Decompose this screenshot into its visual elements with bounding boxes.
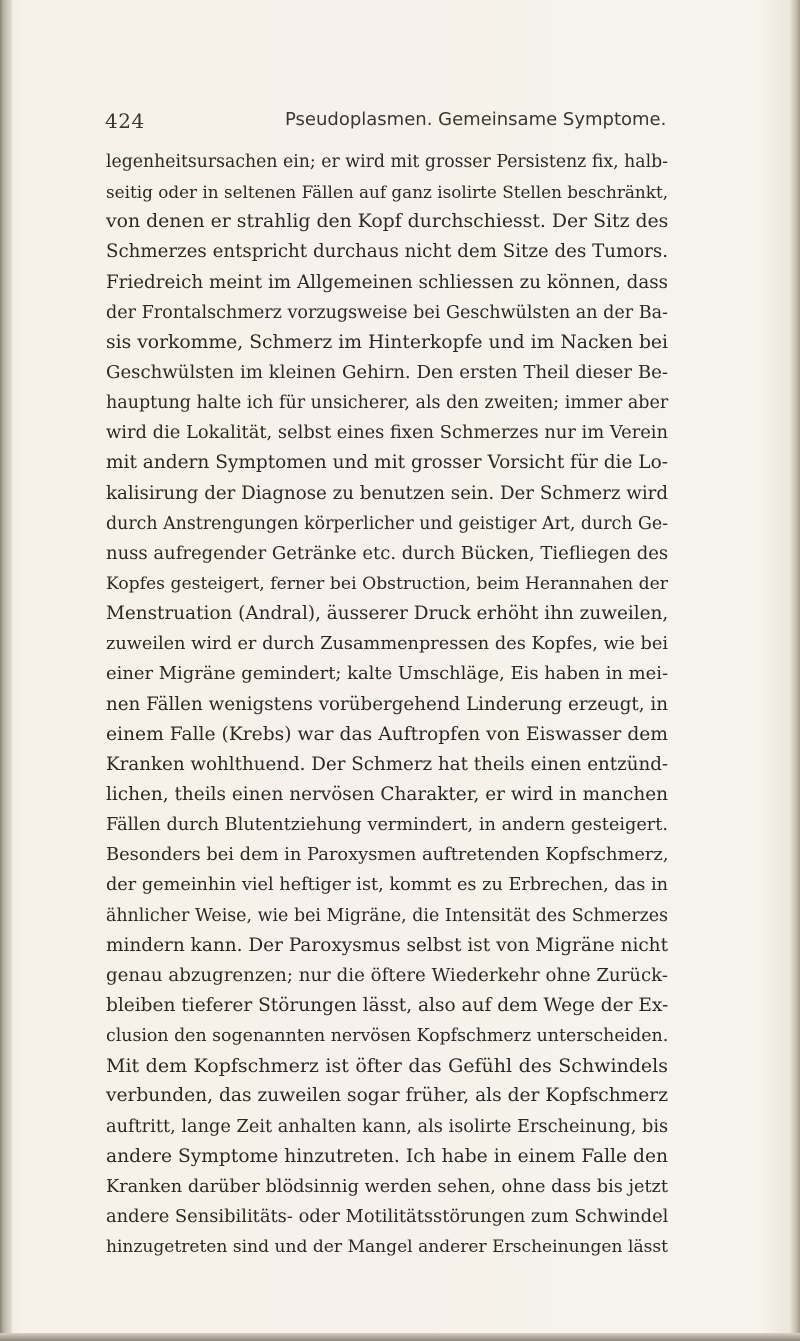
text-line: kalisirung der Diagnose zu benutzen sein. Der Schmerz wird (106, 482, 668, 504)
text-line: Mit dem Kopfschmerz ist öfter das Gefühl des Schwindels (106, 1055, 668, 1078)
text-line: legenheitsursachen ein; er wird mit grosser Persistenz fix, halb- (106, 152, 668, 172)
text-line: Kopfes gesteigert, ferner bei Obstruction, beim Herannahen der (106, 573, 668, 594)
text-line: Geschwülsten im kleinen Gehirn. Den ersten Theil dieser Be- (106, 361, 668, 383)
text-line: Kranken darüber blödsinnig werden sehen, ohne dass bis jetzt (106, 1176, 668, 1197)
running-title: Pseudoplasmen. Gemeinsame Symptome. (285, 109, 667, 130)
text-line: Menstruation (Andral), äusserer Druck erhöht ihn zuweilen, (106, 603, 669, 625)
page-header (105, 109, 705, 139)
page-binding-edge (0, 0, 12, 1341)
text-line: wird die Lokalität, selbst eines fixen Schmerzes nur im Verein (106, 422, 669, 444)
text-line: Fällen durch Blutentziehung vermindert, in andern gesteigert. (106, 815, 668, 836)
text-line: einer Migräne gemindert; kalte Umschläge, Eis haben in mei- (106, 663, 669, 685)
text-line: zuweilen wird er durch Zusammenpressen des Kopfes, wie bei (106, 634, 668, 655)
text-line: Besonders bei dem in Paroxysmen auftretenden Kopfschmerz, (106, 844, 669, 866)
text-line: der Frontalschmerz vorzugsweise bei Geschwülsten an der Ba- (106, 302, 668, 323)
text-line: andere Symptome hinzutreten. Ich habe in einem Falle den (106, 1145, 668, 1167)
text-line: seitig oder in seltenen Fällen auf ganz isolirte Stellen beschränkt, (106, 182, 669, 203)
text-line: mit andern Symptomen und mit grosser Vorsicht für die Lo- (106, 452, 668, 474)
page-right-edge (790, 0, 800, 1341)
text-line: auftritt, lange Zeit anhalten kann, als isolirte Erscheinung, bis (106, 1116, 669, 1137)
text-line: ähnlicher Weise, wie bei Migräne, die Intensität des Schmerzes (106, 905, 668, 926)
text-line: einem Falle (Krebs) war das Auftropfen von Eiswasser dem (106, 723, 668, 745)
text-line: der gemeinhin viel heftiger ist, kommt es zu Erbrechen, das in (106, 875, 668, 896)
text-line: lichen, theils einen nervösen Charakter, er wird in manchen (106, 783, 668, 805)
text-line: Friedreich meint im Allgemeinen schliessen zu können, dass (106, 271, 668, 293)
text-line: Kranken wohlthuend. Der Schmerz hat theils einen entzünd- (106, 753, 669, 775)
text-line: sis vorkomme, Schmerz im Hinterkopfe und im Nacken bei (106, 331, 668, 353)
text-line: Schmerzes entspricht durchaus nicht dem Sitze des Tumors. (106, 241, 668, 263)
page-number: 424 (105, 109, 145, 133)
page-bottom-edge (0, 1333, 800, 1341)
text-line: nen Fällen wenigstens vorübergehend Linderung erzeugt, in (106, 693, 668, 715)
text-line: mindern kann. Der Paroxysmus selbst ist von Migräne nicht (106, 934, 668, 956)
text-line: clusion den sogenannten nervösen Kopfschmerz unterscheiden. (106, 1026, 669, 1047)
body-text (106, 147, 668, 1262)
text-line: genau abzugrenzen; nur die öftere Wiederkehr ohne Zurück- (106, 964, 668, 986)
text-line: hinzugetreten sind und der Mangel anderer Erscheinungen lässt (106, 1237, 668, 1258)
text-line: verbunden, das zuweilen sogar früher, als der Kopfschmerz (106, 1085, 668, 1107)
text-line: hauptung halte ich für unsicherer, als den zweiten; immer aber (106, 393, 669, 414)
text-line: bleiben tieferer Störungen lässt, also auf dem Wege der Ex- (106, 994, 669, 1016)
text-line: nuss aufregender Getränke etc. durch Bücken, Tiefliegen des (106, 542, 669, 564)
text-line: von denen er strahlig den Kopf durchschiesst. Der Sitz des (106, 211, 669, 233)
text-line: durch Anstrengungen körperlicher und geistiger Art, durch Ge- (106, 513, 668, 534)
text-line: andere Sensibilitäts- oder Motilitätsstörungen zum Schwindel (106, 1205, 669, 1227)
